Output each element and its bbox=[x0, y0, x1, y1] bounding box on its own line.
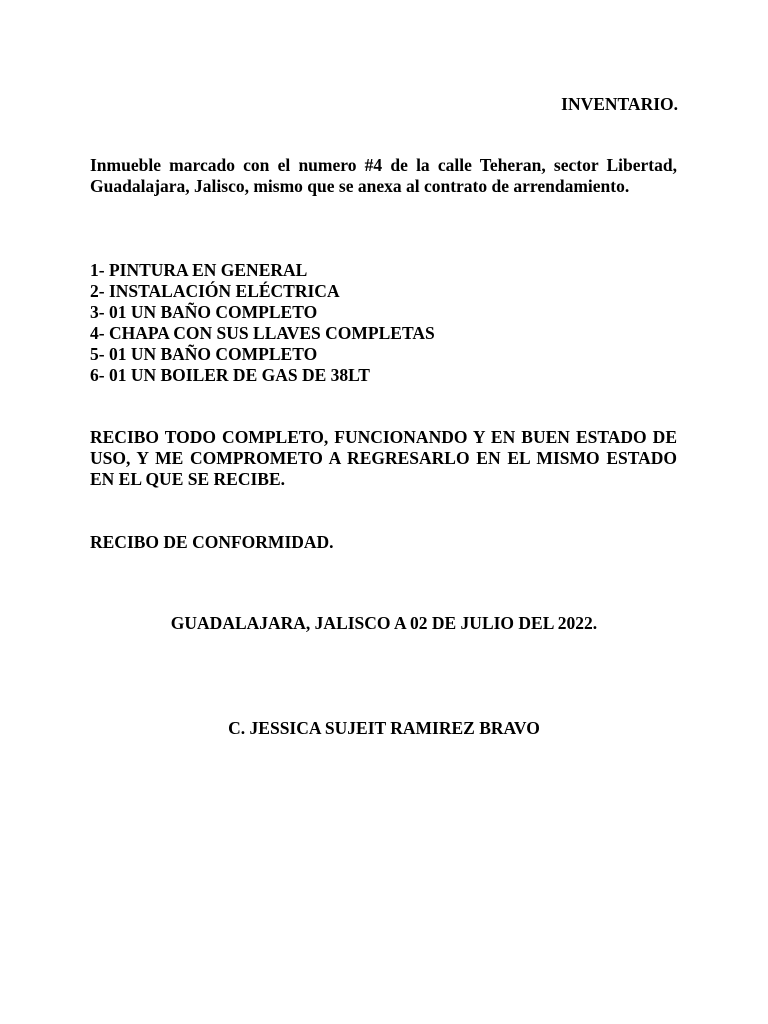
receipt-statement-line-1: RECIBO TODO COMPLETO, FUNCIONANDO Y EN BUEN ESTADO DE bbox=[90, 427, 677, 447]
place-and-date: GUADALAJARA, JALISCO A 02 DE JULIO DEL 2022. bbox=[170, 613, 598, 633]
receipt-statement bbox=[90, 427, 677, 490]
signatory-name: C. JESSICA SUJEIT RAMIREZ BRAVO bbox=[228, 718, 540, 738]
document-title: INVENTARIO. bbox=[561, 94, 678, 114]
inventory-item: 4- CHAPA CON SUS LLAVES COMPLETAS bbox=[90, 323, 435, 343]
receipt-statement-line-3: EN EL QUE SE RECIBE. bbox=[90, 469, 285, 489]
inventory-item: 1- PINTURA EN GENERAL bbox=[90, 260, 308, 280]
property-description-line-2: Guadalajara, Jalisco, mismo que se anexa al contrato de arrendamiento. bbox=[90, 176, 630, 196]
inventory-item: 6- 01 UN BOILER DE GAS DE 38LT bbox=[90, 365, 370, 385]
inventory-list bbox=[90, 260, 435, 386]
receipt-statement-line-2: USO, Y ME COMPROMETO A REGRESARLO EN EL MISMO ESTADO bbox=[90, 448, 677, 468]
property-description bbox=[90, 155, 677, 197]
property-description-line-1: Inmueble marcado con el numero #4 de la calle Teheran, sector Libertad, bbox=[90, 155, 677, 175]
inventory-item: 5- 01 UN BAÑO COMPLETO bbox=[90, 344, 318, 364]
inventory-item: 2- INSTALACIÓN ELÉCTRICA bbox=[90, 281, 340, 301]
inventory-item: 3- 01 UN BAÑO COMPLETO bbox=[90, 302, 318, 322]
conformity-statement: RECIBO DE CONFORMIDAD. bbox=[90, 532, 334, 552]
